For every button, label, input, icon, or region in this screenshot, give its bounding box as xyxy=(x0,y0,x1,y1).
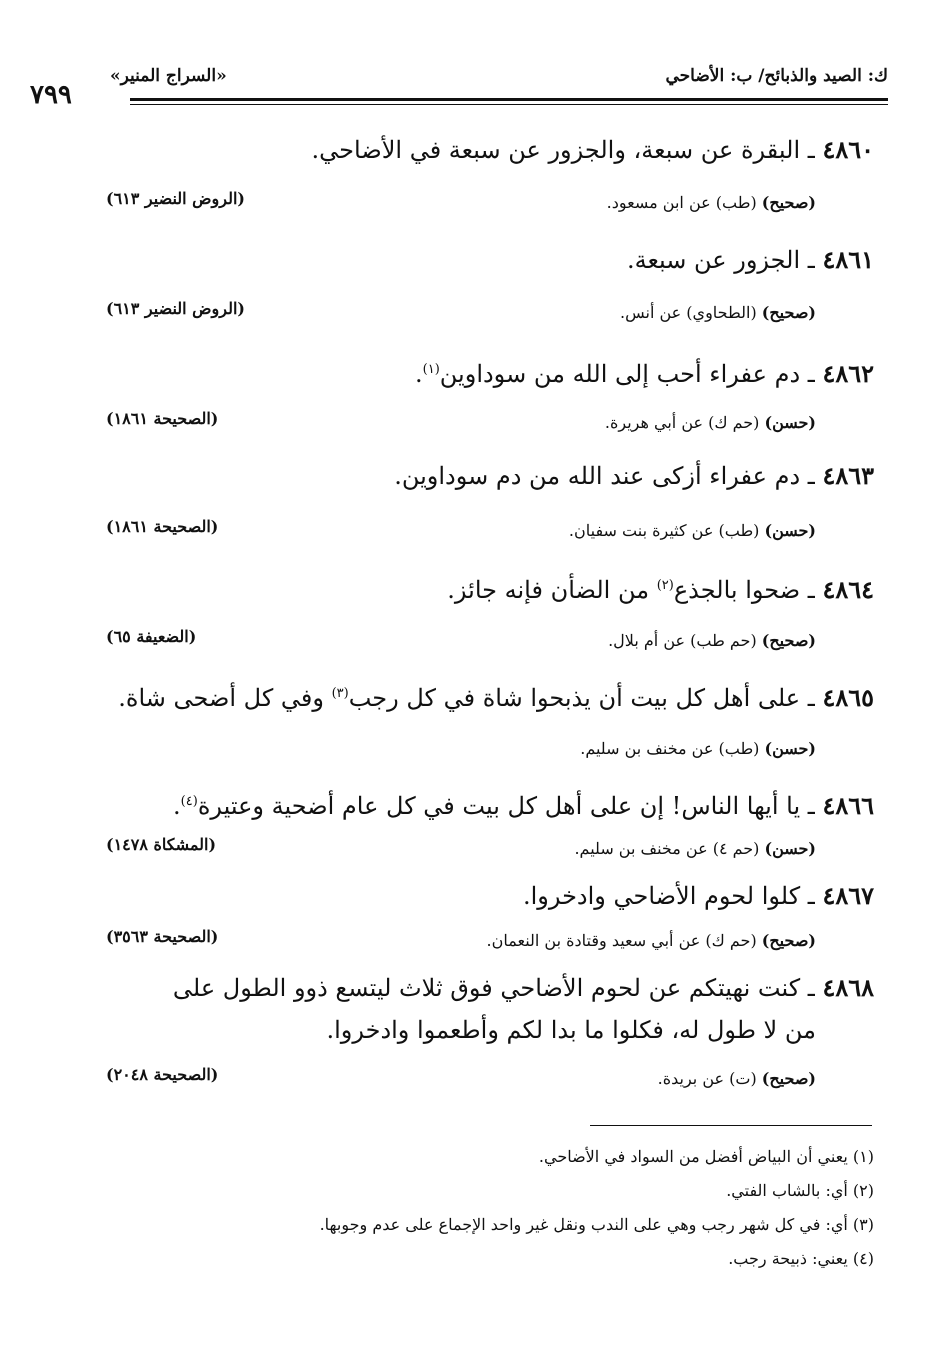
hadith-reference: (الصحيحة ٣٥٦٣) xyxy=(106,927,219,946)
hadith-grade: (حسن) xyxy=(764,413,816,432)
footnote-marker: (١) xyxy=(422,362,440,377)
hadith-continuation: من لا طول له، فكلوا ما بدا لكم وأطعموا وادخروا. xyxy=(326,1016,816,1044)
hadith-text xyxy=(415,354,874,390)
hadith-reference: (الروض النضير ٦١٣) xyxy=(106,299,245,318)
hadith-source xyxy=(620,302,816,324)
hadith-source xyxy=(580,738,816,760)
hadith-number: ٤٨٦٨ xyxy=(822,973,874,1002)
hadith-reference: (الضعيفة ٦٥) xyxy=(106,627,197,646)
hadith-body: ـ يا أيها الناس! إن على أهل كل بيت في كل عام أضحية وعتيرة xyxy=(197,792,815,820)
footnote-mark: (٤) xyxy=(852,1249,874,1268)
footnote-marker: (٤) xyxy=(180,794,198,809)
hadith-text xyxy=(173,786,874,822)
hadith-body: ـ كنت نهيتكم عن لحوم الأضاحي فوق ثلاث ليتسع ذوو الطول على xyxy=(172,974,815,1002)
hadith-number: ٤٨٦١ xyxy=(822,245,874,274)
page-number: ٧٩٩ xyxy=(30,80,72,110)
hadith-narrator: (حم ك) عن أبي هريرة. xyxy=(604,413,760,432)
hadith-number: ٤٨٦٤ xyxy=(822,575,874,604)
hadith-source xyxy=(569,520,816,542)
hadith-text xyxy=(173,972,874,1004)
hadith-number: ٤٨٦٥ xyxy=(822,683,874,712)
footnote-mark: (٢) xyxy=(852,1181,874,1200)
header-rule-thick xyxy=(130,98,888,101)
hadith-body-tail: من الضأن فإنه جائز. xyxy=(447,576,657,604)
footnote-marker: (٢) xyxy=(656,578,674,593)
hadith-number: ٤٨٦٦ xyxy=(822,791,874,820)
hadith-number: ٤٨٦٧ xyxy=(822,881,874,910)
footnote-text: يعني أن البياض أفضل من السواد في الأضاحي. xyxy=(538,1147,848,1166)
hadith-number: ٤٨٦٢ xyxy=(822,359,874,388)
header-rule-thin xyxy=(130,104,888,105)
hadith-text xyxy=(523,880,874,912)
hadith-reference: (الروض النضير ٦١٣) xyxy=(106,189,245,208)
hadith-narrator: (حم ٤) عن مخنف بن سليم. xyxy=(574,839,760,858)
footnote xyxy=(728,1248,874,1270)
hadith-source xyxy=(607,192,816,214)
hadith-text xyxy=(627,244,874,276)
hadith-source xyxy=(487,930,816,952)
hadith-grade: (صحيح) xyxy=(761,1069,816,1088)
footnote-text: يعني: ذبيحة رجب. xyxy=(728,1249,848,1268)
footnote xyxy=(539,1146,874,1168)
hadith-grade: (صحيح) xyxy=(761,931,816,950)
hadith-reference: (المشكاة ١٤٧٨) xyxy=(106,835,217,854)
hadith-body: ـ البقرة عن سبعة، والجزور عن سبعة في الأضاحي. xyxy=(311,136,815,164)
hadith-source xyxy=(605,412,816,434)
hadith-grade: (صحيح) xyxy=(761,631,816,650)
hadith-grade: (حسن) xyxy=(764,521,816,540)
hadith-text xyxy=(394,460,874,492)
hadith-body: ـ ضحوا بالجذع xyxy=(673,576,815,604)
hadith-body-tail: . xyxy=(173,792,181,820)
hadith-grade: (حسن) xyxy=(764,739,816,758)
hadith-narrator: (طب) عن ابن مسعود. xyxy=(606,193,757,212)
hadith-text xyxy=(447,570,874,606)
hadith-source xyxy=(574,838,816,860)
page-header xyxy=(30,58,888,110)
hadith-source xyxy=(608,630,816,652)
hadith-text xyxy=(312,134,874,166)
hadith-number: ٤٨٦٠ xyxy=(822,135,874,164)
hadith-text xyxy=(118,678,874,714)
hadith-grade: (صحيح) xyxy=(761,303,816,322)
hadith-grade: (صحيح) xyxy=(761,193,816,212)
hadith-body: ـ كلوا لحوم الأضاحي وادخروا. xyxy=(522,882,815,910)
hadith-narrator: (حم ك) عن أبي سعيد وقتادة بن النعمان. xyxy=(486,931,757,950)
hadith-grade: (حسن) xyxy=(764,839,816,858)
hadith-reference: (الصحيحة ١٨٦١) xyxy=(106,517,219,536)
hadith-body-tail: وفي كل أضحى شاة. xyxy=(118,684,332,712)
hadith-body: ـ دم عفراء أزكى عند الله من دم سوداوين. xyxy=(394,462,815,490)
hadith-narrator: (طب) عن كثيرة بنت سفيان. xyxy=(568,521,760,540)
footnote-marker: (٣) xyxy=(331,686,349,701)
hadith-narrator: (طب) عن مخنف بن سليم. xyxy=(580,739,760,758)
hadith-reference: (الصحيحة ٢٠٤٨) xyxy=(106,1065,219,1084)
hadith-narrator: (الطحاوي) عن أنس. xyxy=(620,303,757,322)
hadith-source xyxy=(658,1068,816,1090)
footnote xyxy=(320,1214,874,1236)
hadith-body: ـ الجزور عن سبعة. xyxy=(626,246,815,274)
footnote-separator xyxy=(590,1125,872,1126)
hadith-body: ـ دم عفراء أحب إلى الله من سوداوين xyxy=(439,360,815,388)
hadith-body: ـ على أهل كل بيت أن يذبحوا شاة في كل رجب xyxy=(348,684,815,712)
footnote-text: أي: بالشاب الفتي. xyxy=(726,1181,848,1200)
hadith-body-tail: . xyxy=(415,360,423,388)
footnote xyxy=(726,1180,874,1202)
hadith-narrator: (ت) عن بريدة. xyxy=(657,1069,757,1088)
hadith-number: ٤٨٦٣ xyxy=(822,461,874,490)
hadith-reference: (الصحيحة ١٨٦١) xyxy=(106,409,219,428)
chapter-title: ك: الصيد والذبائح/ ب: الأضاحي xyxy=(665,66,888,86)
hadith-narrator: (حم طب) عن أم بلال. xyxy=(608,631,757,650)
footnote-text: أي: في كل شهر رجب وهي على الندب ونقل غير واحد الإجماع على عدم وجوبها. xyxy=(319,1215,848,1234)
footnote-mark: (٣) xyxy=(852,1215,874,1234)
book-title: «السراج المنير» xyxy=(110,66,227,86)
footnote-mark: (١) xyxy=(852,1147,874,1166)
